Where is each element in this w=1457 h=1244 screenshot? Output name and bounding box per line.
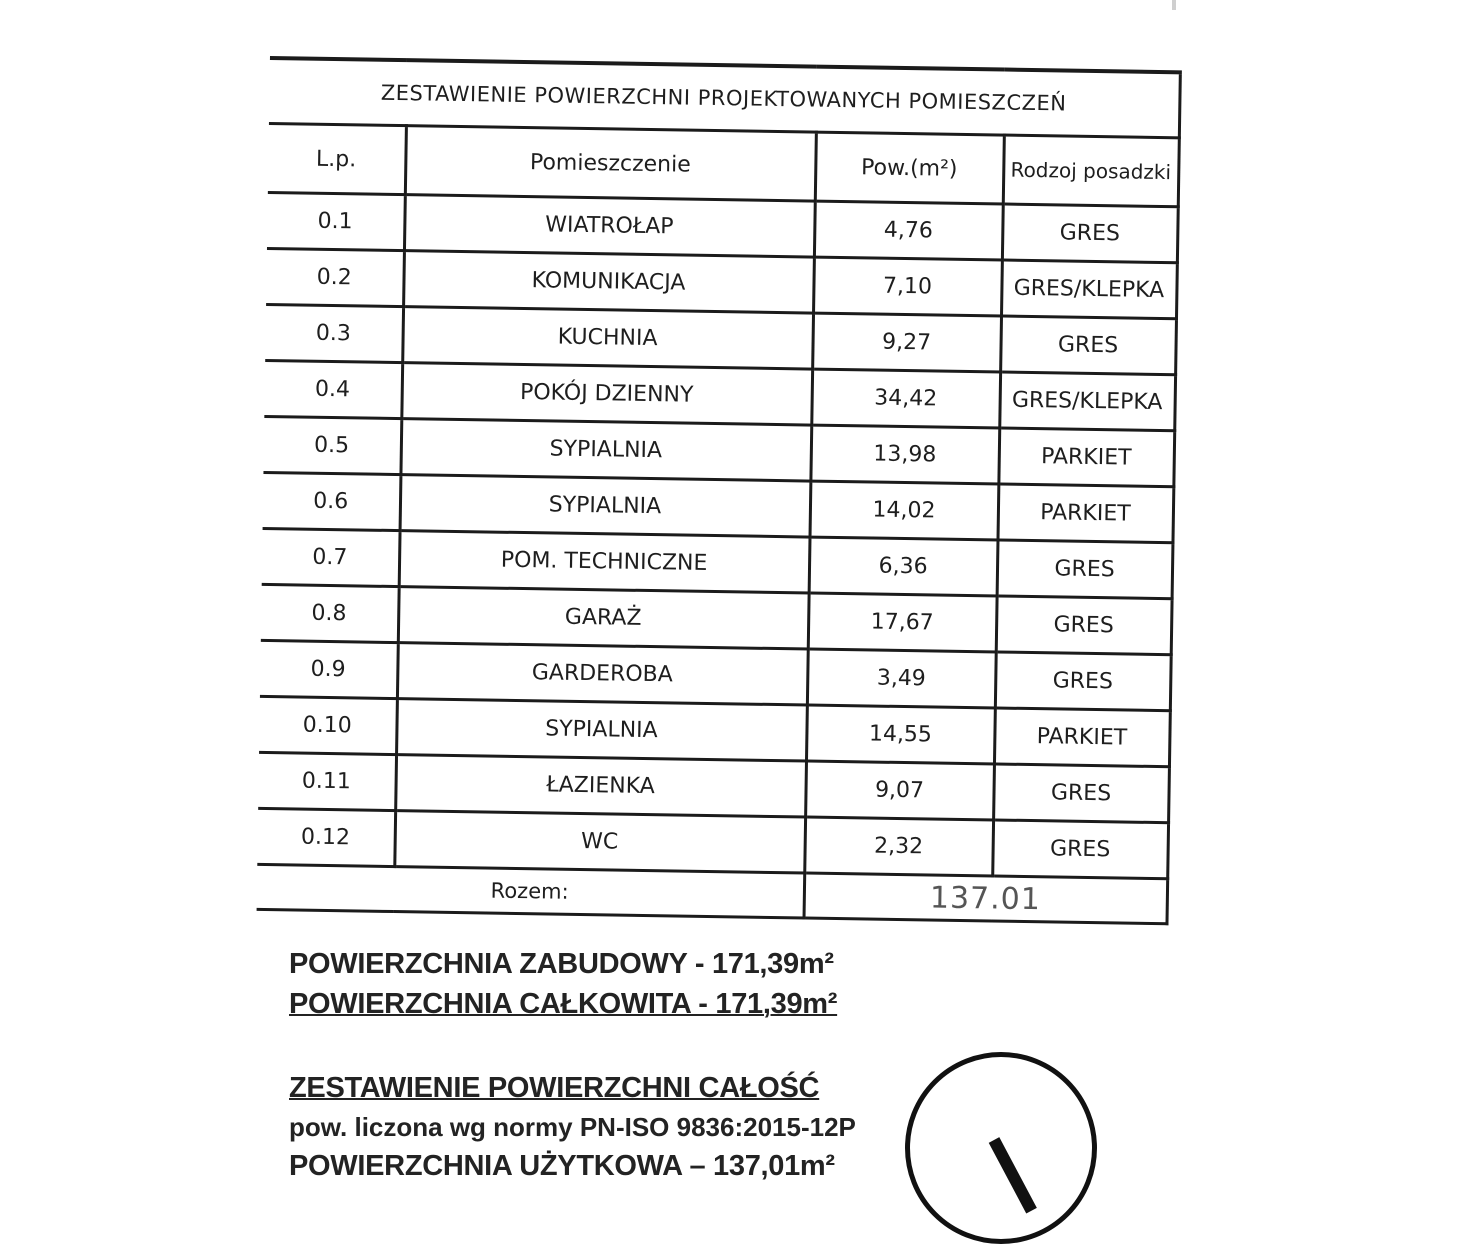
row-room: GARDEROBA (397, 643, 808, 705)
row-lp: 0.6 (263, 472, 401, 530)
header-area: Pow.(m²) (815, 132, 1004, 204)
row-floor: GRES (992, 820, 1168, 879)
row-lp: 0.11 (258, 752, 396, 810)
row-lp: 0.9 (260, 640, 398, 698)
row-lp: 0.5 (263, 416, 401, 474)
row-floor: PARKIET (997, 484, 1173, 543)
summary-spacer (289, 1024, 889, 1068)
row-lp: 0.2 (266, 248, 404, 306)
row-room: KUCHNIA (402, 307, 813, 369)
row-area: 6,36 (809, 537, 998, 596)
row-lp: 0.4 (264, 360, 402, 418)
sum-label: Rozem: (257, 864, 805, 918)
total-area-line: POWIERZCHNIA CAŁKOWITA - 171,39m² (289, 988, 838, 1020)
row-lp: 0.10 (259, 696, 397, 754)
norm-note: pow. liczona wg normy PN-ISO 9836:2015-12P (289, 1112, 856, 1142)
scan-edge-mark (1172, 0, 1176, 10)
row-floor: GRES (997, 540, 1173, 599)
row-room: SYPIALNIA (400, 475, 811, 537)
row-area: 3,49 (807, 649, 996, 708)
row-floor: GRES (996, 596, 1172, 655)
row-floor: GRES (993, 764, 1169, 823)
row-room: ŁAZIENKA (395, 755, 806, 817)
row-floor: GRES/KLEPKA (999, 372, 1175, 431)
table-title: ZESTAWIENIE POWIERZCHNI PROJEKTOWANYCH POMIESZCZEŃ (269, 58, 1180, 138)
usable-area-line: POWIERZCHNIA UŻYTKOWA – 137,01m² (289, 1150, 835, 1182)
row-floor: PARKIET (998, 428, 1174, 487)
row-room: GARAŻ (398, 587, 809, 649)
sum-value: 137.01 (804, 873, 1168, 924)
row-room: POM. TECHNICZNE (399, 531, 810, 593)
row-area: 17,67 (808, 593, 997, 652)
row-area: 9,27 (812, 313, 1001, 372)
row-lp: 0.12 (257, 808, 395, 866)
row-area: 13,98 (810, 425, 999, 484)
row-area: 34,42 (811, 369, 1000, 428)
built-area-line: POWIERZCHNIA ZABUDOWY - 171,39m² (289, 948, 834, 980)
row-floor: GRES (1002, 204, 1178, 263)
header-room: Pomieszczenie (405, 126, 816, 201)
overall-summary-title: ZESTAWIENIE POWIERZCHNI CAŁOŚĆ (289, 1072, 820, 1104)
row-floor: GRES/KLEPKA (1001, 260, 1177, 319)
row-lp: 0.7 (262, 528, 400, 586)
area-summary (289, 944, 889, 1186)
row-floor: GRES (995, 652, 1171, 711)
row-area: 14,55 (806, 705, 995, 764)
header-floor-type: Rodzoj posadzki (1003, 135, 1179, 207)
room-areas-table-wrapper (257, 56, 1180, 925)
row-room: WIATROŁAP (404, 195, 815, 257)
row-lp: 0.8 (261, 584, 399, 642)
row-room: WC (394, 811, 805, 873)
row-room: KOMUNIKACJA (403, 251, 814, 313)
row-area: 7,10 (813, 257, 1002, 316)
row-room: SYPIALNIA (400, 419, 811, 481)
row-lp: 0.3 (265, 304, 403, 362)
header-lp: L.p. (268, 123, 406, 194)
row-lp: 0.1 (267, 192, 405, 250)
row-area: 2,32 (804, 817, 993, 876)
row-floor: GRES (1000, 316, 1176, 375)
row-area: 4,76 (814, 201, 1003, 260)
row-room: SYPIALNIA (396, 699, 807, 761)
row-floor: PARKIET (994, 708, 1170, 767)
row-area: 9,07 (805, 761, 994, 820)
row-area: 14,02 (810, 481, 999, 540)
room-areas-table (257, 56, 1182, 925)
row-room: POKÓJ DZIENNY (401, 363, 812, 425)
